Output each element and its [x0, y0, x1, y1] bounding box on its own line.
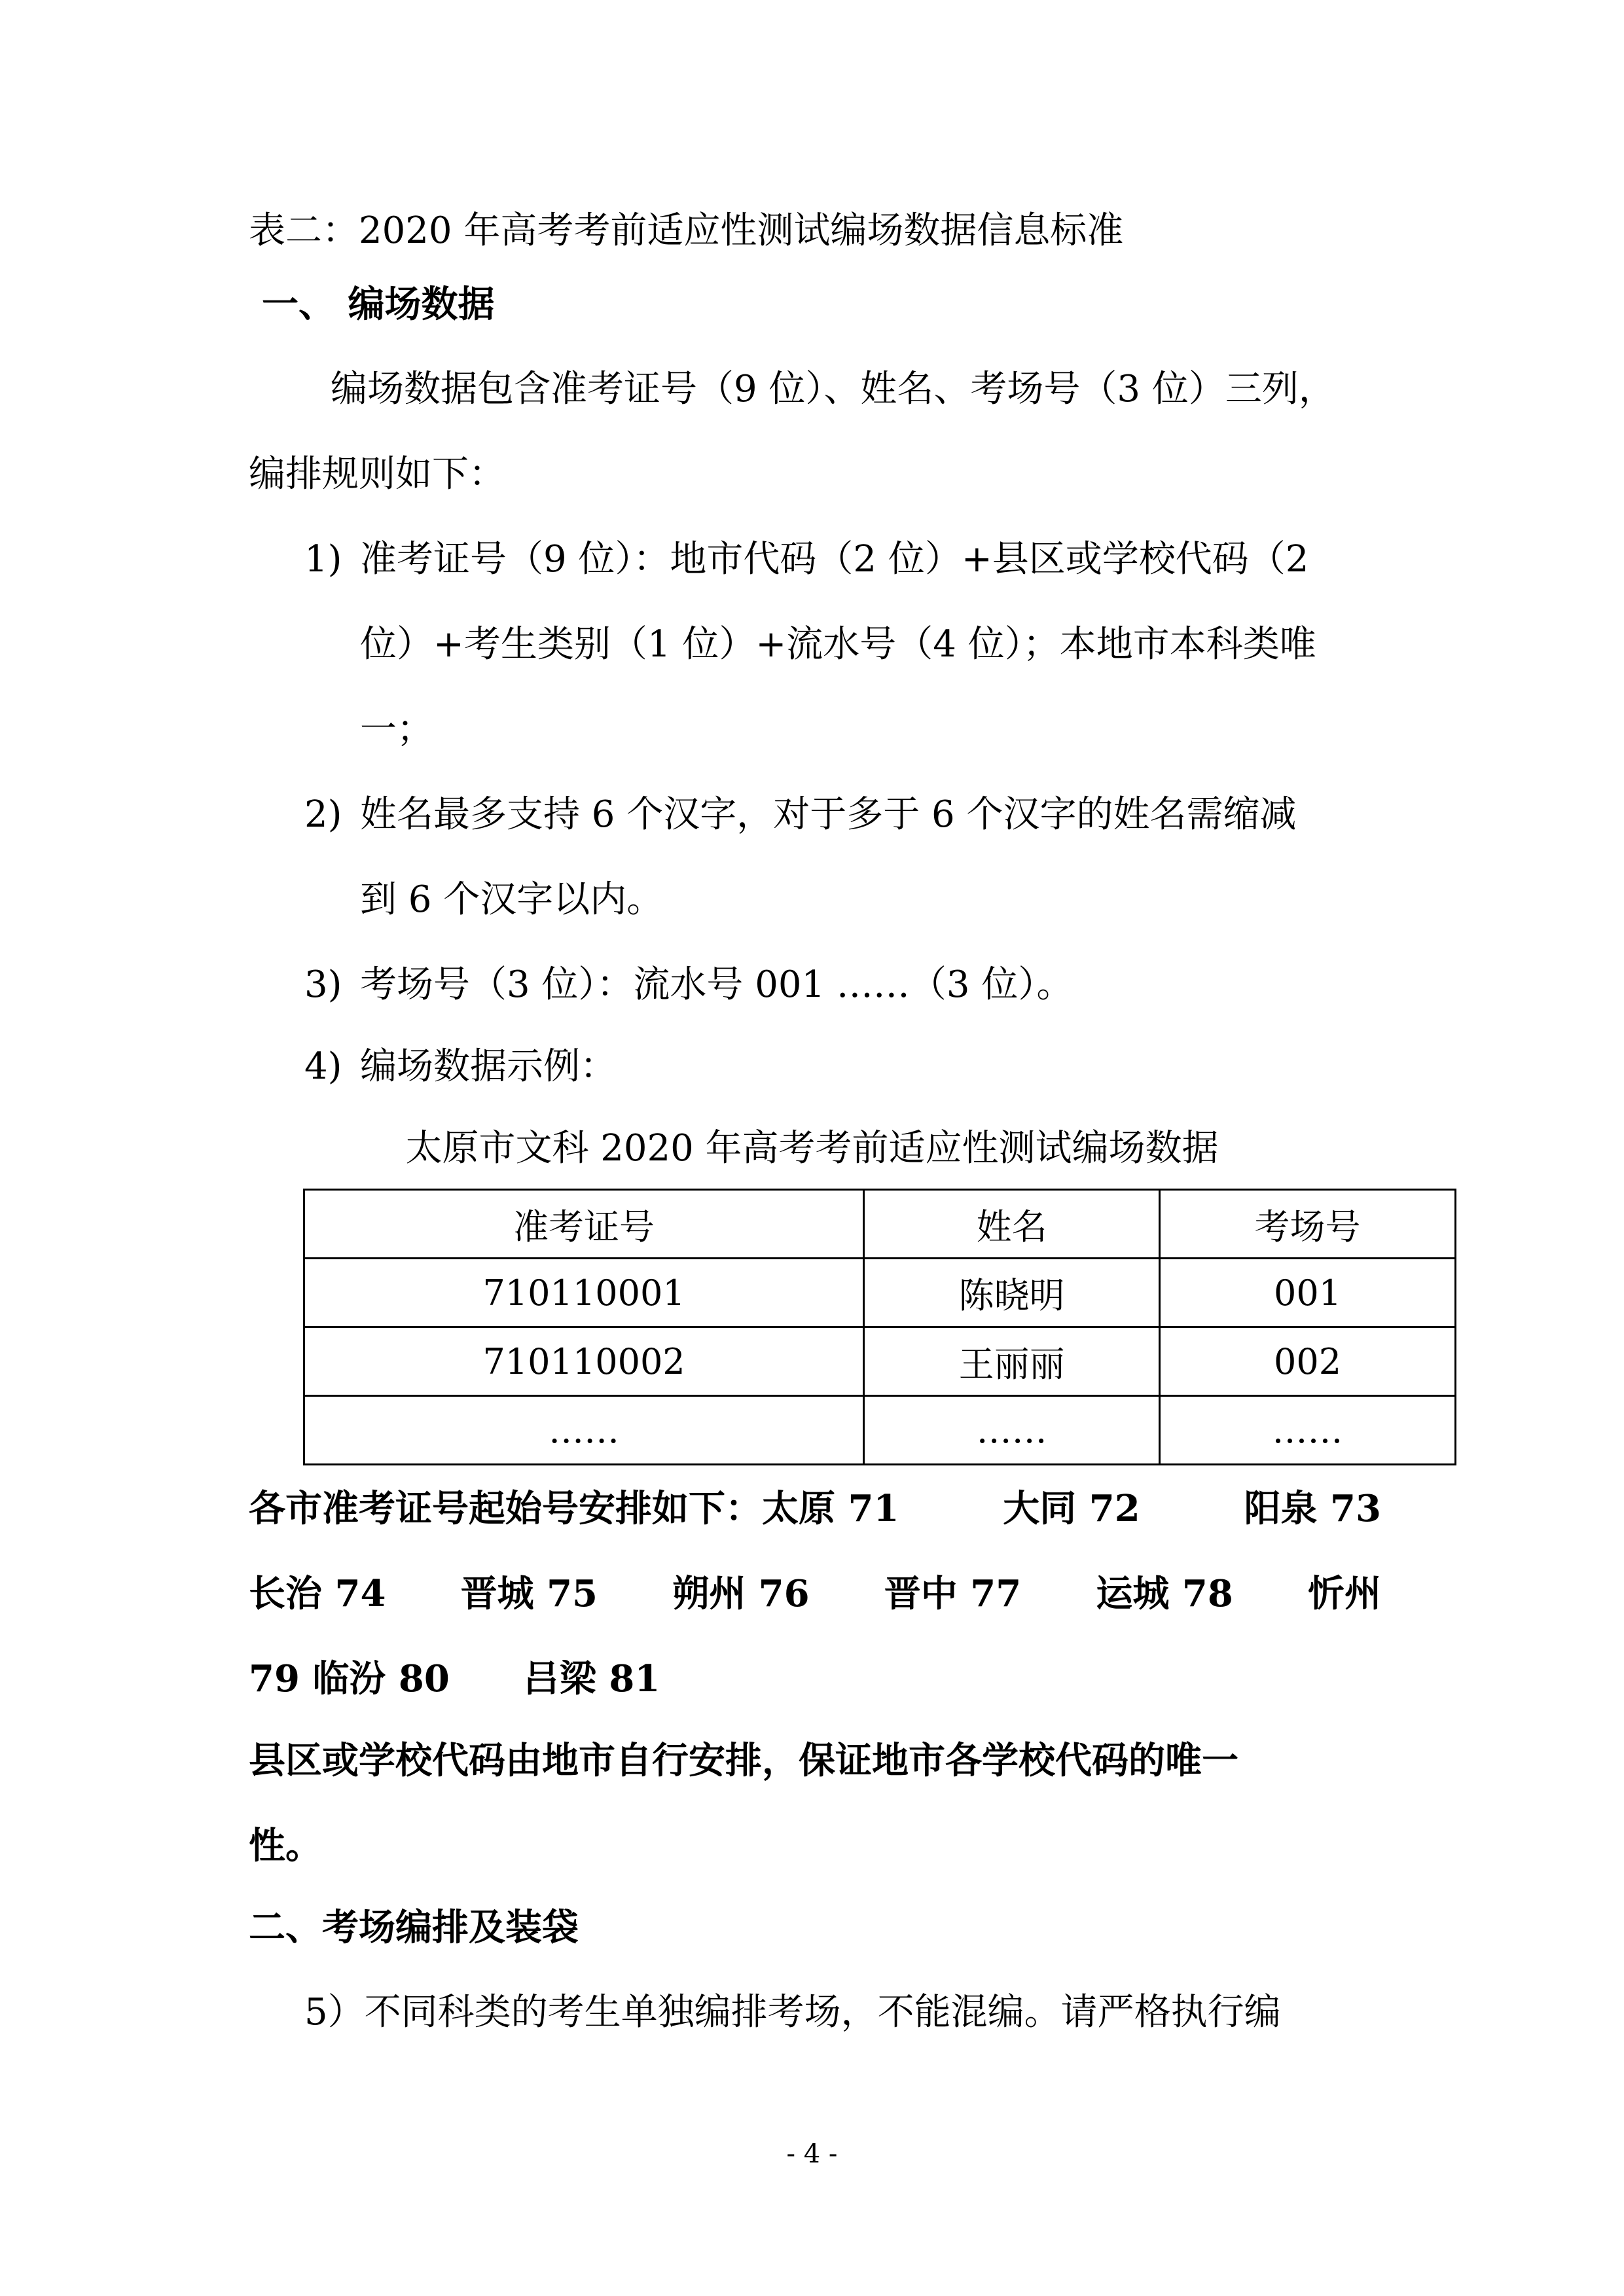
- column-header: 准考证号: [304, 1190, 864, 1259]
- page-title: 表二：2020 年高考考前适应性测试编场数据信息标准: [249, 209, 1124, 252]
- city-code: 晋中 77: [884, 1572, 1022, 1615]
- table-cell: 王丽丽: [864, 1327, 1160, 1396]
- city-code: 大同 72: [1003, 1487, 1140, 1530]
- city-code: 长治 74: [249, 1572, 386, 1615]
- school-code-line-1: 县区或学校代码由地市自行安排，保证地市各学校代码的唯一: [249, 1739, 1238, 1782]
- section2-heading: 二、考场编排及装袋: [249, 1906, 579, 1949]
- rule-item-text: 考场号（3 位）：流水号 001 ……（3 位）。: [360, 963, 1074, 1006]
- rule-item-5: 5）不同科类的考生单独编排考场，不能混编。请严格执行编: [304, 1991, 1281, 2034]
- city-code: 忻州: [1307, 1572, 1381, 1615]
- table-cell: 陈晓明: [864, 1259, 1160, 1327]
- rule-item-number: 2): [304, 793, 342, 836]
- column-header: 考场号: [1160, 1190, 1456, 1259]
- column-header: 姓名: [864, 1190, 1160, 1259]
- rule-item-3: [304, 962, 1073, 1008]
- rule-item-1-line-3: 一；: [360, 708, 433, 751]
- rule-item-number: 4): [304, 1045, 342, 1088]
- rule-item-text: 准考证号（9 位）：地市代码（2 位）+县区或学校代码（2: [360, 538, 1309, 581]
- city-code: 阳泉 73: [1244, 1487, 1381, 1530]
- exam-data-table: [303, 1189, 1456, 1465]
- rule-item-text: 姓名最多支持 6 个汉字，对于多于 6 个汉字的姓名需缩减: [360, 793, 1297, 836]
- city-codes-row-3: 79 临汾 80 吕梁 81: [249, 1657, 660, 1700]
- rule-item-4: [304, 1044, 617, 1090]
- school-code-line-2: 性。: [249, 1824, 322, 1867]
- table-cell: 710110002: [304, 1327, 864, 1396]
- rule-item-2-line-2: 到 6 个汉字以内。: [360, 878, 664, 921]
- table-cell: ……: [304, 1396, 864, 1465]
- table-cell: 002: [1160, 1327, 1456, 1396]
- table-header-row: [304, 1190, 1456, 1259]
- rule-item-number: 3): [304, 963, 342, 1006]
- table-cell: 001: [1160, 1259, 1456, 1327]
- section1-heading: 一、 编场数据: [262, 283, 495, 326]
- table-cell: 710110001: [304, 1259, 864, 1327]
- rule-item-number: 1): [304, 538, 342, 581]
- table-cell: ……: [1160, 1396, 1456, 1465]
- intro-line-1: 编场数据包含准考证号（9 位）、姓名、考场号（3 位）三列，: [331, 368, 1335, 410]
- rule-item-1-line-2: 位）+考生类别（1 位）+流水号（4 位）；本地市本科类唯: [360, 623, 1316, 666]
- rule-item-2: [304, 792, 1296, 838]
- city-codes-row-1: [249, 1486, 1381, 1532]
- intro-line-2: 编排规则如下：: [249, 453, 505, 495]
- table-row: [304, 1259, 1456, 1327]
- rule-item-text: 编场数据示例：: [360, 1045, 617, 1088]
- table-row: [304, 1396, 1456, 1465]
- city-code: 朔州 76: [672, 1572, 810, 1615]
- table-row: [304, 1327, 1456, 1396]
- city-code: 运城 78: [1096, 1572, 1233, 1615]
- table-caption: 太原市文科 2020 年高考考前适应性测试编场数据: [405, 1127, 1219, 1170]
- city-codes-row-2: [249, 1571, 1381, 1617]
- page-number: - 4 -: [786, 2139, 838, 2169]
- rule-item-1: [304, 537, 1308, 583]
- city-code: 晋城 75: [460, 1572, 598, 1615]
- city-code: 各市准考证号起始号安排如下：太原 71: [249, 1487, 899, 1530]
- table-cell: ……: [864, 1396, 1160, 1465]
